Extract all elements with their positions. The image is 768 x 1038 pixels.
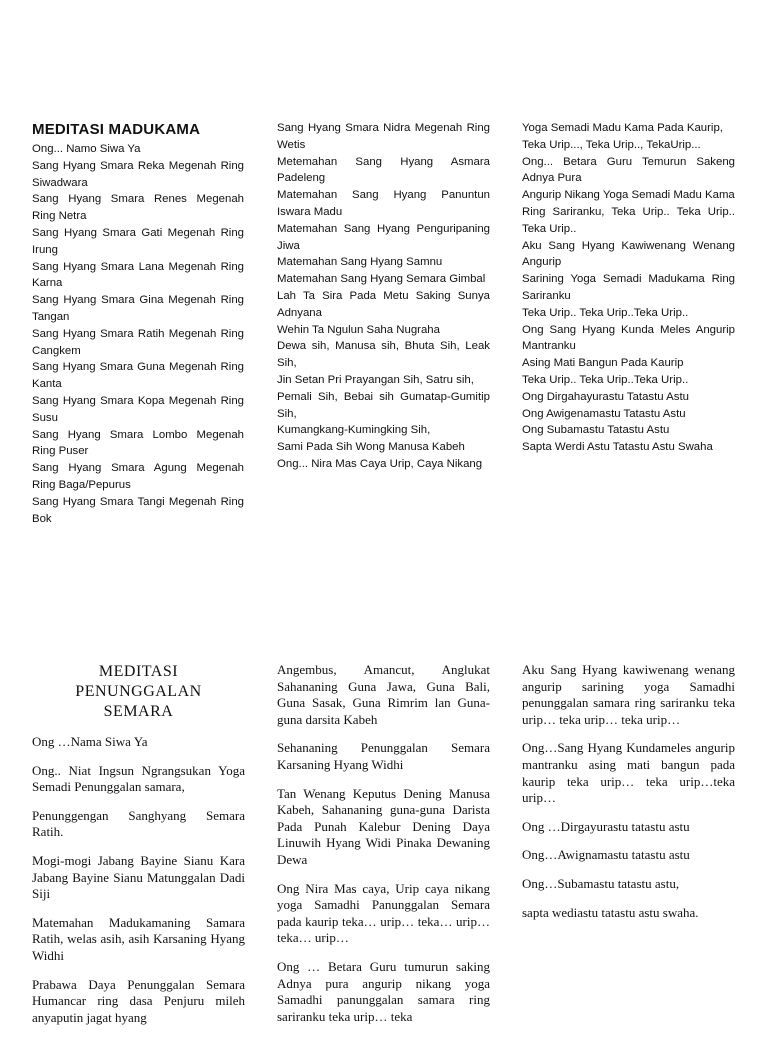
verse-line: Sang Hyang Smara Ratih Megenah Ring Cangkem [32,327,244,357]
verse-paragraph: Ong…Subamastu tatastu astu, [522,875,680,891]
verse-line: Sang Hyang Smara Renes Megenah Ring Netra [32,193,244,223]
madukama-title: MEDITASI MADUKAMA [32,121,201,138]
verse-line: Sang Hyang Smara Lana Megenah Ring Karna [32,260,244,290]
verse-paragraph: Penunggengan Sanghyang Semara Ratih. [32,807,245,840]
verse-line: Teka Urip.. Teka Urip..Teka Urip.. [522,306,689,319]
verse-paragraph: Ong…Awignamastu tatastu astu [522,847,690,863]
verse-line: Sang Hyang Smara Kopa Megenah Ring Susu [32,394,244,424]
verse-line: Sang Hyang Smara Reka Megenah Ring Siwadwara [32,159,244,189]
verse-paragraph: sapta wediastu tatastu astu swaha. [522,904,699,920]
verse-paragraph: Ong …Nama Siwa Ya [32,734,148,749]
verse-line: Dewa sih, Manusa sih, Bhuta Sih, Leak Sih, [277,340,490,370]
verse-line: Sapta Werdi Astu Tatastu Astu Swaha [522,441,713,454]
verse-line: Metemahan Sang Hyang Asmara Padeleng [277,155,490,185]
verse-line: Sang Hyang Smara Gati Megenah Ring Irung [32,226,244,256]
verse-line: Sang Hyang Smara Lombo Megenah Ring Puser [32,428,244,458]
verse-line: Sang Hyang Smara Tangi Megenah Ring Bok [32,495,244,525]
verse-paragraph: Aku Sang Hyang kawiwenang wenang angurip sarining yoga Samadhi penunggalan samara ring sariranku teka urip… teka urip… teka urip… [522,662,735,727]
verse-line: Kumangkang-Kumingking Sih, [277,424,431,437]
verse-line: Matemahan Sang Hyang Semara Gimbal [277,273,486,286]
verse-line: Sang Hyang Smara Agung Megenah Ring Baga/Pepurus [32,462,244,491]
title-line: PENUNGGALAN [75,683,202,700]
verse-line: Sang Hyang Smara Guna Megenah Ring Kanta [32,361,244,391]
verse-paragraph: Ong.. Niat Ingsun Ngrangsukan Yoga Semadi Penunggalan samara, [32,762,245,795]
verse-line: Wehin Ta Ngulun Saha Nugraha [277,323,440,336]
verse-line: Asing Mati Bangun Pada Kaurip [522,357,684,370]
verse-line: Teka Urip..., Teka Urip.., TekaUrip... [522,138,701,151]
title-line: MEDITASI [98,663,179,680]
verse-paragraph: Ong Nira Mas caya, Urip caya nikang yoga Samadhi Panunggalan Semara pada kaurip teka… urip… teka… urip… teka… urip… [277,880,490,946]
verse-paragraph: Angembus, Amancut, Anglukat Sahananing Guna Jawa, Guna Bali, Guna Sasak, Guna Rimrim lan Guna-guna darsita Kabeh [277,662,490,727]
verse-line: Matemahan Sang Hyang Penguripaning Jiwa [277,222,490,252]
verse-line: Ong... Nira Mas Caya Urip, Caya Nikang [277,457,483,470]
verse-line: Angurip Nikang Yoga Semadi Madu Kama [522,189,735,202]
verse-line: Sami Pada Sih Wong Manusa Kabeh [277,441,465,454]
verse-line: Ong Dirgahayurastu Tatastu Astu [522,390,689,403]
verse-paragraph: Ong…Sang Hyang Kundameles angurip mantranku asing mati bangun pada kaurip teka urip… teka urip…teka urip… [522,740,735,806]
verse-line: Sang Hyang Smara Nidra Megenah Ring Wetis [277,122,490,151]
verse-line: Matemahan Sang Hyang Panuntun Iswara Madu [277,189,490,218]
verse-line: Ong... Namo Siwa Ya [32,143,141,155]
verse-paragraph: Ong …Dirgayurastu tatastu astu [522,818,690,834]
verse-line: Ong Sang Hyang Kunda Meles Angurip Mantranku [522,323,735,353]
penunggalan-title [32,662,245,722]
verse-line: Ring Sariranku, Teka Urip.. Teka Urip.. Teka Urip.. [522,205,735,235]
verse-line: Yoga Semadi Madu Kama Pada Kaurip, [522,122,723,134]
verse-line: Jin Setan Pri Prayangan Sih, Satru sih, [277,373,474,386]
madukama-column-2 [277,120,490,473]
penunggalan-column-1 [32,662,245,1038]
madukama-column-3 [522,120,735,456]
verse-line: Aku Sang Hyang Kawiwenang Wenang Angurip [522,239,735,269]
verse-paragraph: Tan Wenang Keputus Dening Manusa Kabeh, Sahananing guna-guna Darista Pada Punah Kalebur Dening Daya Linuwih Hyang Widi Pinaka Dewaning Dewa [277,785,490,867]
title-line: SEMARA [103,703,174,720]
verse-line: Matemahan Sang Hyang Samnu [277,256,443,269]
penunggalan-column-2 [277,662,490,1037]
verse-paragraph: Matemahan Madukamaning Samara Ratih, welas asih, asih Karsaning Hyang Widhi [32,914,245,963]
verse-paragraph: Ong … Betara Guru tumurun saking Adnya pura angurip nikang yoga Samadhi panunggalan samara ring sariranku teka urip… teka [277,958,490,1024]
verse-line: Sarining Yoga Semadi Madukama Ring Sariranku [522,273,735,302]
verse-line: Sang Hyang Smara Gina Megenah Ring Tangan [32,294,244,323]
verse-paragraph: Sehananing Penunggalan Semara Karsaning Hyang Widhi [277,740,490,772]
madukama-column-1 [32,120,244,527]
verse-line: Ong Awigenamastu Tatastu Astu [522,407,686,420]
verse-line: Ong Subamastu Tatastu Astu [522,424,670,437]
verse-line: Lah Ta Sira Pada Metu Saking Sunya Adnyana [277,289,490,319]
verse-line: Ong... Betara Guru Temurun Sakeng Adnya Pura [522,155,735,185]
penunggalan-column-3 [522,662,735,933]
verse-line: Pemali Sih, Bebai sih Gumatap-Gumitip Sih, [277,390,490,420]
verse-paragraph: Mogi-mogi Jabang Bayine Sianu Kara Jabang Bayine Sianu Matunggalan Dadi Siji [32,852,245,902]
verse-paragraph: Prabawa Daya Penunggalan Semara Humancar ring dasa Penjuru mileh anyaputin jagat hyang [32,976,245,1025]
verse-line: Teka Urip.. Teka Urip..Teka Urip.. [522,373,689,386]
